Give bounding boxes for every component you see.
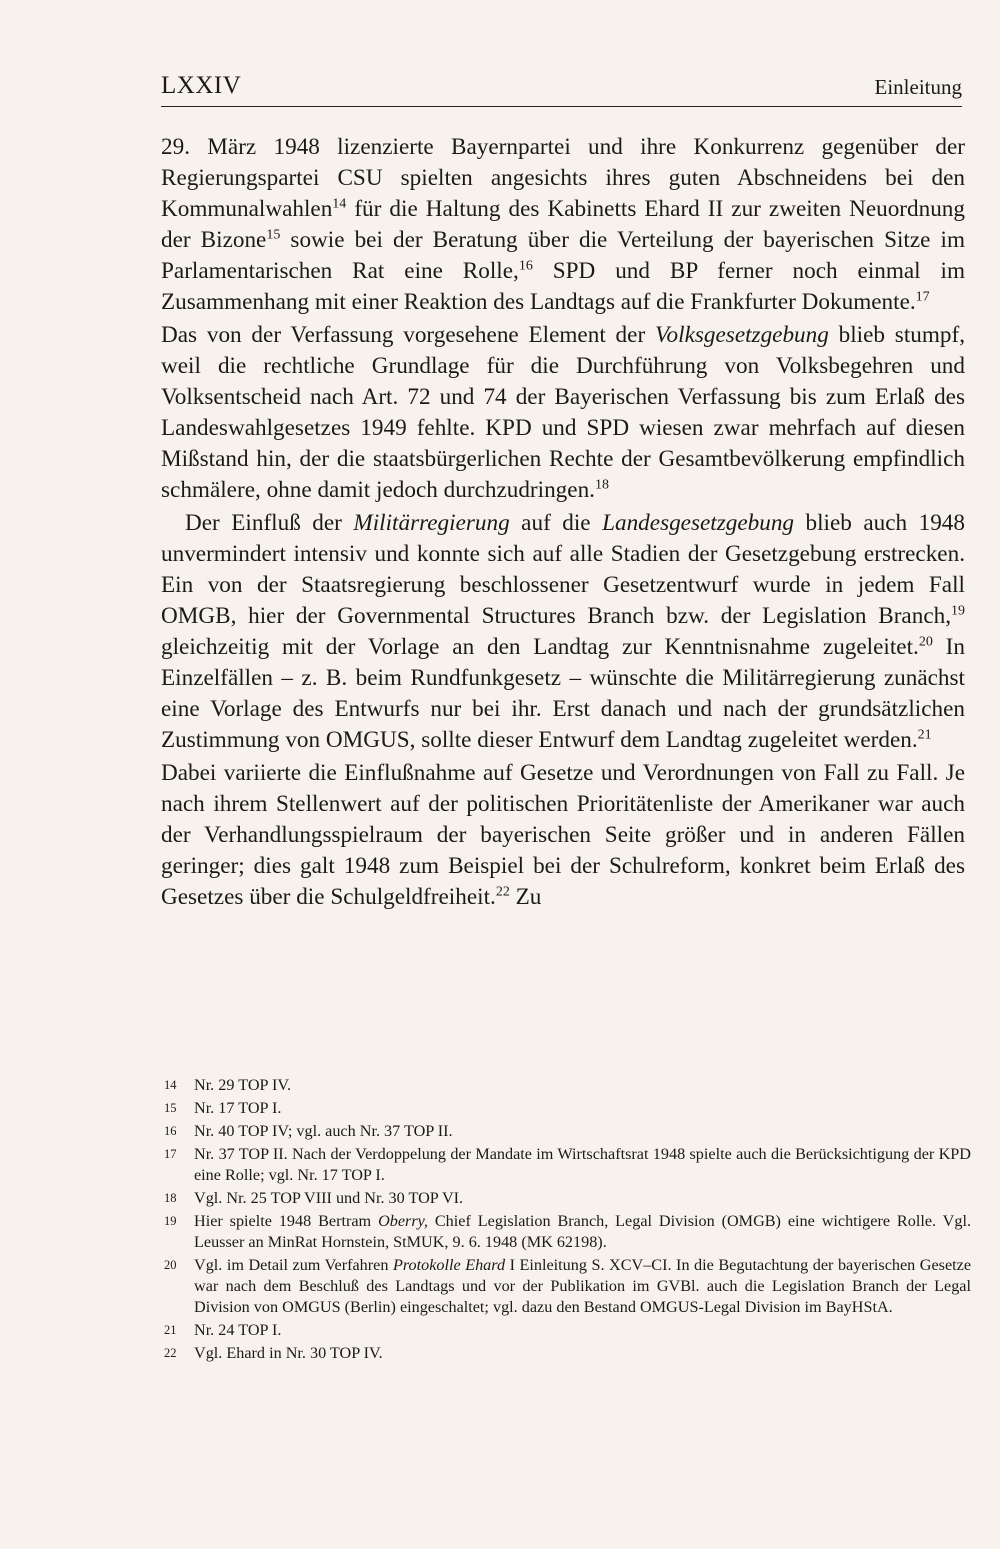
footnote-number: 16 <box>164 1124 177 1138</box>
footnote <box>161 1320 971 1341</box>
footnote <box>161 1255 971 1318</box>
text-run: SPD und BP ferner noch einmal im Zusammenhang mit einer Reaktion des Landtags auf die Frankfurter Dokumente. <box>161 258 966 315</box>
text-run: gleichzeitig mit der Vorlage an den Landtag zur Kenntnisnahme zugeleitet. <box>161 634 919 660</box>
footnote <box>161 1098 971 1119</box>
text-run: 29. März 1948 lizenzierte Bayernpartei und ihre Konkurrenz gegenüber der Regierungspartei CSU spielten angesichts ihres guten Abschneidens bei den Kommunalwahlen <box>161 134 965 222</box>
emphasis: Volksgesetzgebung <box>654 322 829 348</box>
footnote-text: I Einleitung S. XCV–CI. In die Begutachtung der bayerischen Gesetze war nach dem Beschluß des Landtags und vor der Publikation im GVBl. auch die Legislation Branch der Legal Division von OMGUS (Berlin) eingeschaltet; vgl. dazu den Bestand OMGUS-Legal Division im BayHStA. <box>194 1256 972 1316</box>
footnote-text: Vgl. Ehard in Nr. 30 TOP IV. <box>194 1344 383 1362</box>
text-run: sowie bei der Beratung über die Verteilung der bayerischen Sitze im Parlamentarischen Rat eine Rolle, <box>161 227 965 284</box>
footnote-text: Chief Legislation Branch, Legal Division (OMGB) eine wichtigere Rolle. Vgl. Leusser an MinRat Hornstein, StMUK, 9. 6. 1948 (MK 62198). <box>194 1212 971 1251</box>
text-run: auf die <box>509 510 603 536</box>
text-run: Der Einfluß der <box>185 510 354 536</box>
footnotes <box>161 1075 971 1366</box>
footnote-number: 20 <box>164 1258 177 1272</box>
footnote-text: Nr. 24 TOP I. <box>194 1321 282 1339</box>
footnote-ref: 21 <box>917 727 932 743</box>
footnote-number: 14 <box>164 1078 177 1092</box>
text-run: für die Haltung des Kabinetts Ehard II zur zweiten Neuordnung der Bizone <box>161 196 965 253</box>
footnote-text: Hier spielte 1948 Bertram <box>194 1212 379 1230</box>
text-run: blieb stumpf, weil die rechtliche Grundlage für die Durchführung von Volksbegehren und Volksentscheid nach Art. 72 und 74 der Bayerischen Verfassung bis zum Erlaß des Landeswahlgesetzes 1949 fehlte. KPD und SPD wiesen zwar mehrfach auf diesen Mißstand hin, der die staatsbürgerlichen Rechte der Gesamtbevölkerung empfindlich schmälere, ohne damit jedoch durchzudringen. <box>161 322 966 503</box>
footnote-number: 21 <box>164 1323 177 1337</box>
footnote-ref: 22 <box>495 884 510 900</box>
footnote <box>161 1121 971 1142</box>
footnote <box>161 1075 971 1096</box>
footnote-number: 19 <box>164 1214 177 1228</box>
text-run: blieb auch 1948 unvermindert intensiv und konnte sich auf alle Stadien der Gesetzgebung erstrecken. Ein von der Staatsregierung beschlossener Gesetzentwurf wurde in jedem Fall OMGB, hier der Governmental Structures Branch bzw. der Legislation Branch, <box>161 510 965 629</box>
footnote-ref: 18 <box>594 477 609 493</box>
emphasis: Oberry, <box>378 1212 428 1230</box>
footnote <box>161 1343 971 1364</box>
footnote-ref: 16 <box>518 258 533 274</box>
footnote-text: Vgl. im Detail zum Verfahren <box>194 1256 393 1274</box>
text-run: Zu <box>509 884 542 910</box>
footnote-ref: 14 <box>332 196 347 212</box>
footnote-text: Nr. 17 TOP I. <box>194 1099 282 1117</box>
emphasis: Landesgesetzgebung <box>602 510 795 536</box>
footnote-text: Nr. 37 TOP II. Nach der Verdoppelung der Mandate im Wirtschaftsrat 1948 spielte auch die Berücksichtigung der KPD eine Rolle; vgl. Nr. 17 TOP I. <box>194 1145 971 1184</box>
footnote-ref: 20 <box>918 634 933 650</box>
text-run: In Einzelfällen – z. B. beim Rundfunkgesetz – wünschte die Militärregierung zunächst eine Vorlage des Entwurfs nur bei ihr. Erst danach und nach der grundsätzlichen Zustimmung von OMGUS, sollte dieser Entwurf dem Landtag zugeleitet werden. <box>161 634 965 753</box>
footnote-number: 15 <box>164 1101 177 1115</box>
footnote-text: Nr. 40 TOP IV; vgl. auch Nr. 37 TOP II. <box>194 1122 453 1140</box>
paragraph-4 <box>161 758 965 913</box>
text-run: Das von der Verfassung vorgesehene Element der <box>161 322 655 348</box>
footnote <box>161 1188 971 1209</box>
footnote-ref: 15 <box>266 227 281 243</box>
footnote-text: Nr. 29 TOP IV. <box>194 1076 291 1094</box>
footnote-number: 18 <box>164 1191 177 1205</box>
paragraph-3 <box>161 508 965 756</box>
emphasis: Militärregierung <box>353 510 510 536</box>
section-title: Einleitung <box>874 75 962 99</box>
running-header <box>161 72 962 107</box>
paragraph-2 <box>161 320 965 506</box>
footnote-number: 17 <box>164 1147 177 1161</box>
emphasis: Protokolle Ehard <box>392 1256 506 1274</box>
footnote <box>161 1211 971 1253</box>
footnote-ref: 17 <box>915 289 930 305</box>
page-number: LXXIV <box>161 72 242 99</box>
footnote <box>161 1144 971 1186</box>
text-run: Dabei variierte die Einflußnahme auf Gesetze und Verordnungen von Fall zu Fall. Je nach ihrem Stellenwert auf der politischen Prioritätenliste der Amerikaner war auch der Verhandlungsspielraum der bayerischen Seite größer und in anderen Fällen geringer; dies galt 1948 zum Beispiel bei der Schulreform, konkret beim Erlaß des Gesetzes über die Schulgeldfreiheit. <box>161 760 965 910</box>
main-text <box>161 132 965 915</box>
footnote-number: 22 <box>164 1346 177 1360</box>
footnote-ref: 19 <box>951 603 965 619</box>
footnote-text: Vgl. Nr. 25 TOP VIII und Nr. 30 TOP VI. <box>194 1189 464 1207</box>
paragraph-1 <box>161 132 965 318</box>
